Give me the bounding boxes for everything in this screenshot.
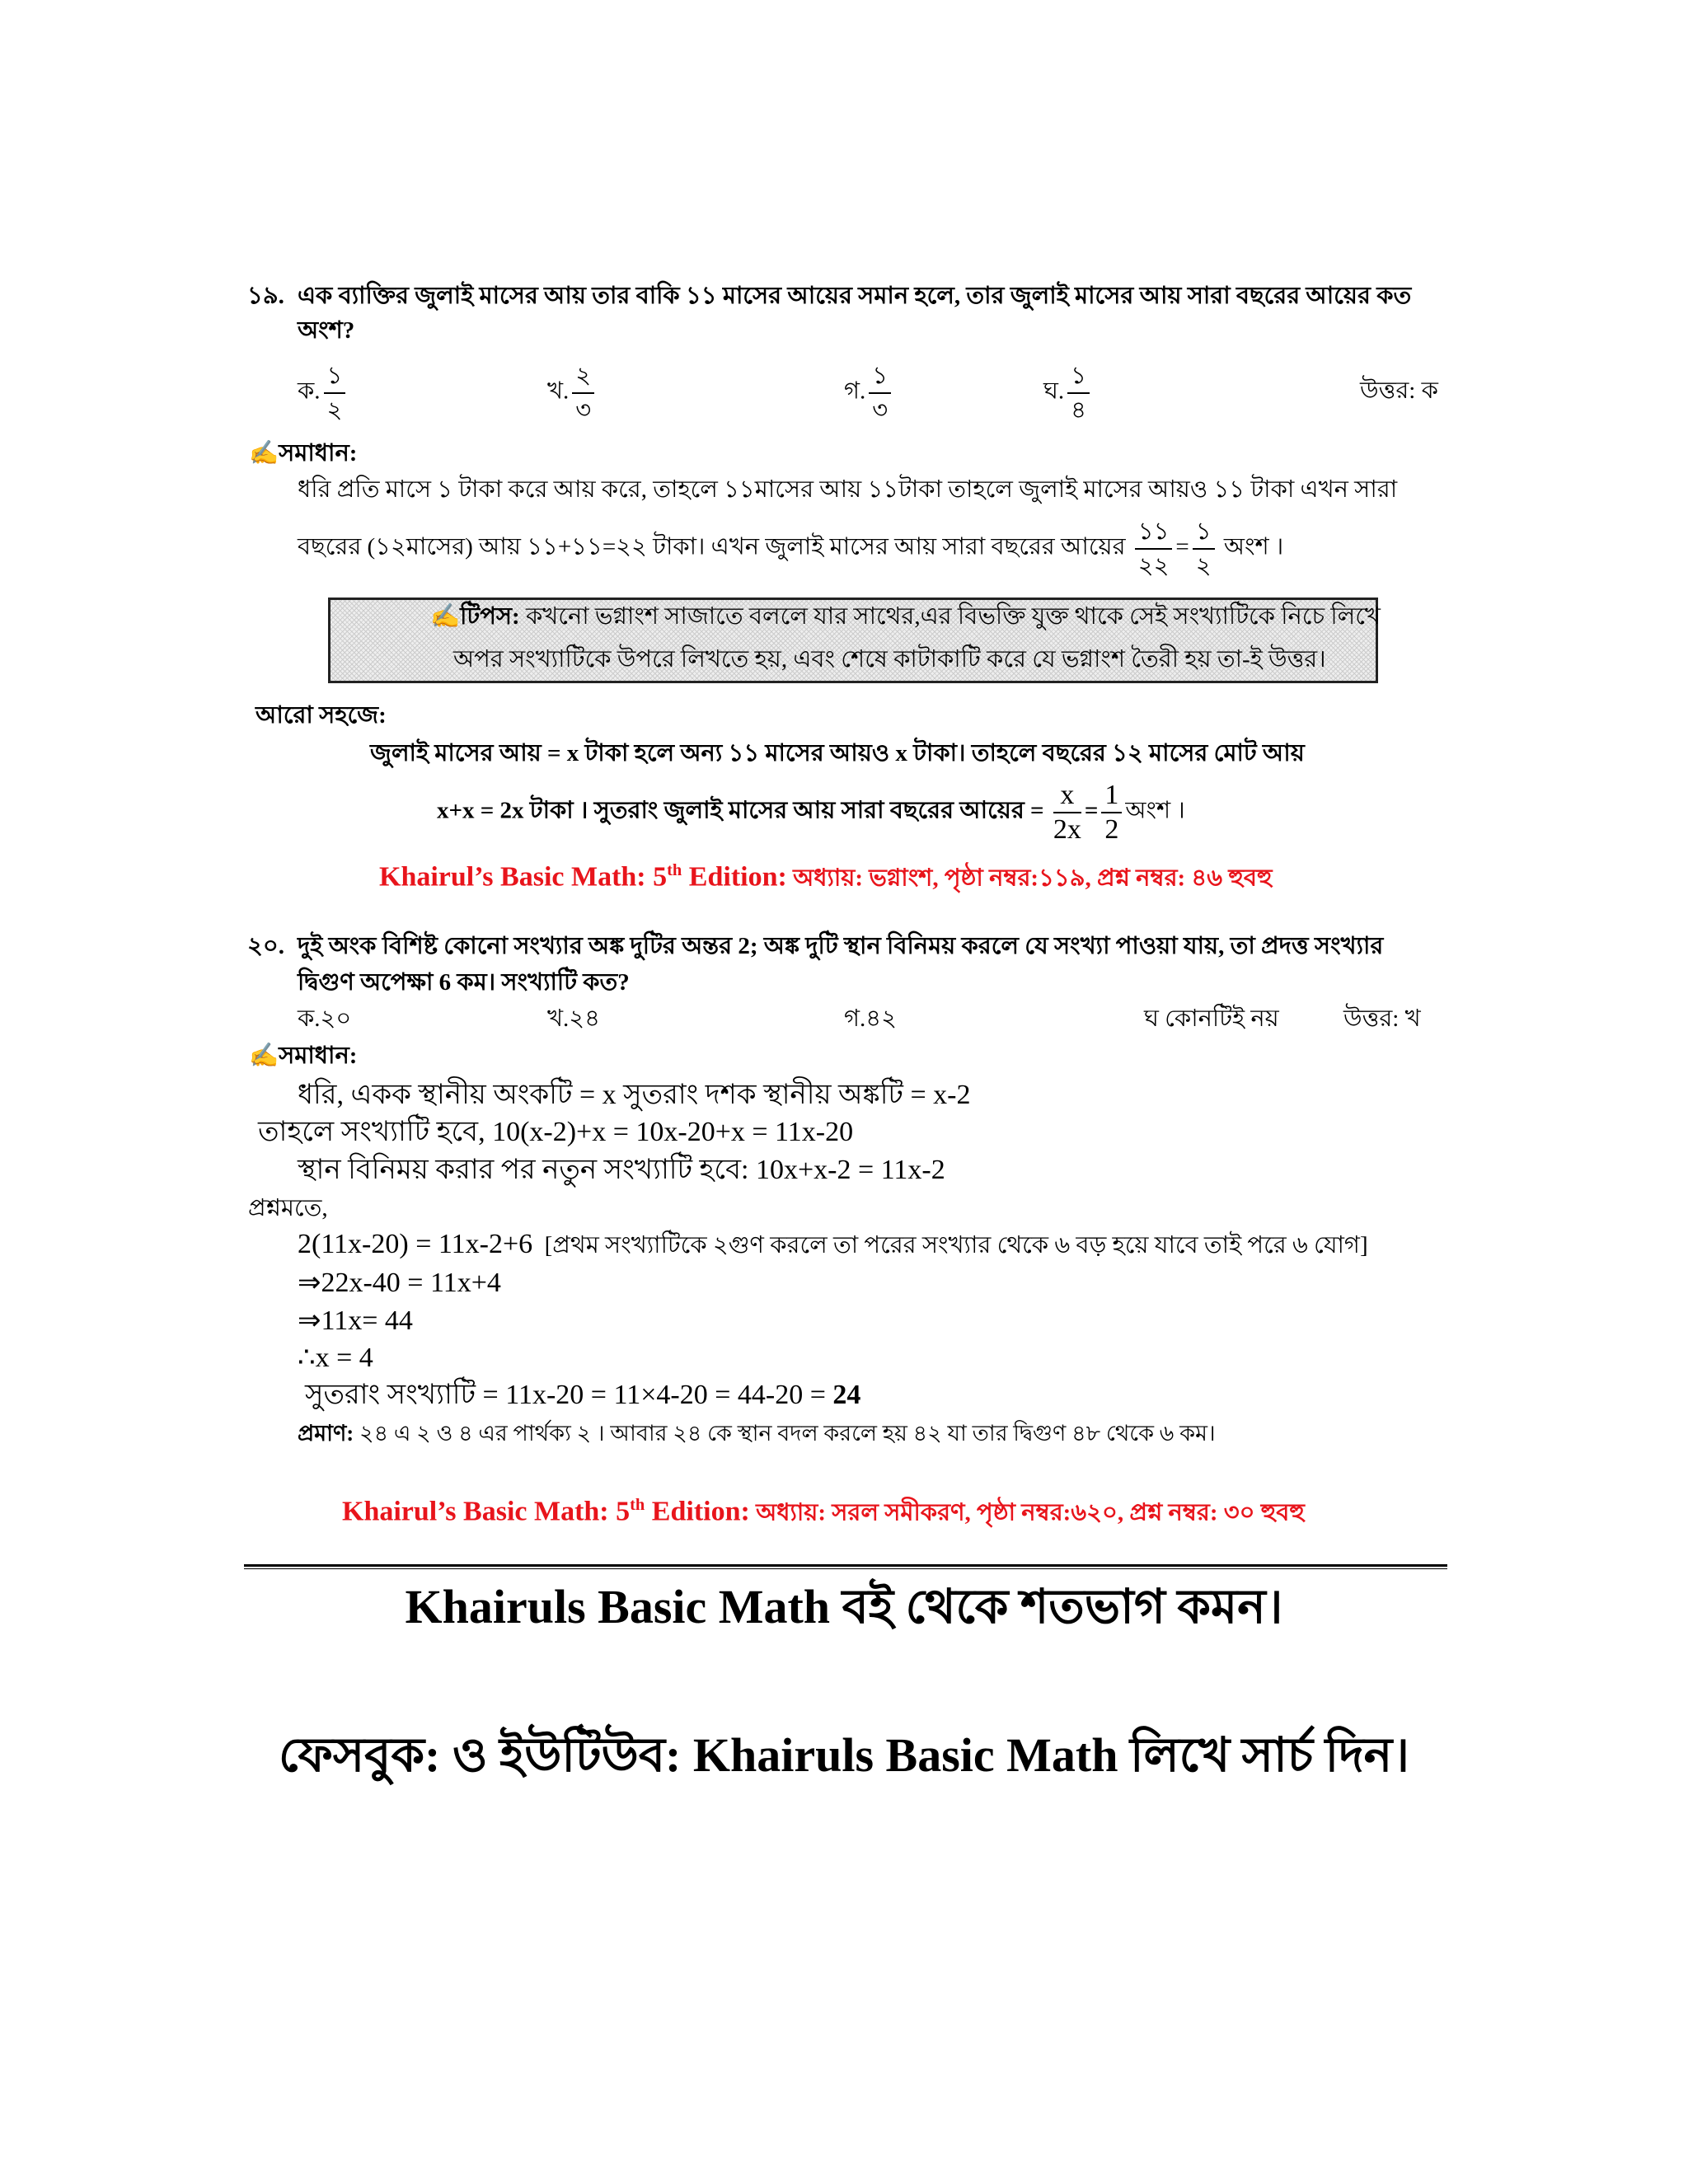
denominator: ২	[1195, 553, 1212, 579]
ref-book: Khairul’s Basic Math: 5	[342, 1496, 631, 1527]
q20-option-b: খ.২৪	[547, 1005, 600, 1032]
ref-sup: th	[667, 861, 682, 879]
q20-eq-3: ⇒11x= 44	[298, 1305, 413, 1336]
denominator: ৩	[872, 397, 889, 424]
easier-line-2	[437, 779, 1185, 846]
q19-number: ১৯.	[247, 283, 284, 309]
q20-eq-2: ⇒22x-40 = 11x+4	[298, 1268, 501, 1298]
option-label: খ.	[547, 377, 570, 405]
proof-label: প্রমাণ:	[298, 1421, 354, 1446]
q20-line-4: প্রশ্নমতে,	[248, 1195, 328, 1221]
pen-icon: ✍	[249, 440, 279, 466]
divider	[244, 1564, 1447, 1569]
proof-text: ২৪ এ ২ ও ৪ এর পার্থক্য ২ । আবার ২৪ কে স্থান বদল করলে হয় ৪২ যা তার দ্বিগুণ ৪৮ থেকে ৬ কম।	[354, 1421, 1216, 1446]
q20-solution-heading	[249, 1041, 357, 1071]
ref-edition: Edition:	[682, 861, 787, 893]
text-end: অংশ ।	[1223, 533, 1284, 560]
q19-solution-heading	[249, 438, 357, 468]
q20-eq-5	[305, 1380, 860, 1410]
q19-reference	[379, 855, 1273, 893]
q19-option-c	[844, 359, 894, 427]
denominator: 2	[1104, 814, 1119, 845]
q20-option-c: গ.৪২	[844, 1005, 897, 1032]
equals: =	[1084, 797, 1099, 824]
text-end: অংশ ।	[1125, 797, 1185, 824]
q20-text-2: দ্বিগুণ অপেক্ষা 6 কম। সংখ্যাটি কত?	[298, 969, 630, 996]
text: বছরের (১২মাসের) আয় ১১+১১=২২ টাকা। এখন জুলাই মাসের আয় সারা বছরের আয়ের	[298, 533, 1126, 560]
q20-line-1: ধরি, একক স্থানীয় অংকটি = x সুতরাং দশক স্থানীয় অঙ্কটি = x-2	[298, 1080, 971, 1110]
q20-line-3: স্থান বিনিময় করার পর নতুন সংখ্যাটি হবে: 10x+x-2 = 11x-2	[298, 1155, 945, 1185]
numerator: ১	[1067, 359, 1090, 394]
denominator: ২	[326, 397, 343, 424]
heading-text: সমাধান:	[279, 440, 358, 466]
tips-text: কখনো ভগ্নাংশ সাজাতে বললে যার সাথের,এর বিভক্তি যুক্ত থাকে সেই সংখ্যাটিকে নিচে লিখে	[525, 603, 1381, 630]
equation: সুতরাং সংখ্যাটি = 11x-20 = 11×4-20 = 44-20 =	[305, 1380, 833, 1410]
q19-option-d	[1043, 359, 1093, 427]
q20-answer: উত্তর: খ	[1343, 1005, 1421, 1032]
option-label: ক.	[298, 377, 321, 405]
q19-option-b	[547, 359, 598, 427]
easier-heading: আরো সহজে:	[256, 702, 387, 729]
pen-icon: ✍	[249, 1043, 279, 1069]
numerator: ১	[869, 359, 891, 394]
ref-sup: th	[630, 1496, 645, 1514]
q20-option-d: ঘ কোনটিই নয়	[1144, 1005, 1279, 1032]
q20-reference	[342, 1490, 1305, 1527]
tips-line-2: অপর সংখ্যাটিকে উপরে লিখতে হয়, এবং শেষে কাটাকাটি করে যে ভগ্নাংশ তৈরী হয় তা-ই উত্তর।	[453, 646, 1326, 673]
numerator: x	[1053, 779, 1081, 813]
footer-line-1: Khairuls Basic Math বই থেকে শতভাগ কমন।	[405, 1580, 1283, 1633]
q19-answer: উত্তর: ক	[1360, 377, 1438, 404]
q20-line-2: তাহলে সংখ্যাটি হবে, 10(x-2)+x = 10x-20+x = 11x-20	[258, 1117, 854, 1147]
q19-text-2: অংশ?	[298, 317, 355, 344]
equals: =	[1175, 533, 1189, 560]
q20-eq-4: ∴x = 4	[298, 1343, 373, 1373]
q20-proof	[298, 1418, 1216, 1448]
result: 24	[832, 1380, 861, 1410]
tips-line-1	[430, 602, 1381, 631]
equation-note: [প্রথম সংখ্যাটিকে ২গুণ করলে তা পরের সংখ্যার থেকে ৬ বড় হয়ে যাবে তাই পরে ৬ যোগ]	[544, 1232, 1368, 1258]
numerator: 1	[1101, 779, 1122, 813]
easier-line-1: জুলাই মাসের আয় = x টাকা হলে অন্য ১১ মাসের আয়ও x টাকা। তাহলে বছরের ১২ মাসের মোট আয়	[370, 740, 1305, 766]
denominator: ৩	[575, 397, 592, 424]
footer-line-2: ফেসবুক: ও ইউটিউব: Khairuls Basic Math লিখে সার্চ দিন।	[278, 1728, 1410, 1782]
q19-option-a	[298, 359, 349, 427]
equation: 2(11x-20) = 11x-2+6	[298, 1229, 533, 1259]
denominator: ২২	[1137, 553, 1170, 579]
q20-option-a: ক.২০	[298, 1005, 352, 1032]
numerator: ১	[1193, 515, 1215, 550]
q19-solution-line-1: ধরি প্রতি মাসে ১ টাকা করে আয় করে, তাহলে ১১মাসের আয় ১১টাকা তাহলে জুলাই মাসের আয়ও ১১ টাকা এখন সারা	[298, 476, 1398, 503]
denominator: ৪	[1071, 397, 1086, 424]
q20-text-1: দুই অংক বিশিষ্ট কোনো সংখ্যার অঙ্ক দুটির অন্তর 2; অঙ্ক দুটি স্থান বিনিময় করলে যে সংখ্যা পাওয়া যায়, তা প্রদত্ত সংখ্যার	[298, 933, 1384, 959]
option-label: ঘ.	[1043, 377, 1065, 405]
ref-edition: Edition:	[645, 1496, 750, 1527]
numerator: ১১	[1135, 515, 1173, 550]
q19-text-1: এক ব্যাক্তির জুলাই মাসের আয় তার বাকি ১১ মাসের আয়ের সমান হলে, তার জুলাই মাসের আয় সারা বছরের আয়ের কত	[298, 283, 1412, 309]
denominator: 2x	[1053, 814, 1081, 845]
q20-eq-1	[298, 1230, 1368, 1260]
q20-number: ২০.	[247, 933, 284, 959]
text: x+x = 2x টাকা । সুতরাং জুলাই মাসের আয় সারা বছরের আয়ের =	[437, 797, 1044, 824]
tips-label: টিপস:	[460, 603, 520, 630]
numerator: ২	[572, 359, 594, 394]
pen-icon: ✍	[430, 603, 461, 630]
option-label: গ.	[844, 377, 866, 405]
heading-text: সমাধান:	[279, 1043, 358, 1069]
ref-book: Khairul’s Basic Math: 5	[379, 861, 668, 893]
ref-chapter: অধ্যায়: সরল সমীকরণ, পৃষ্ঠা নম্বর:৬২০, প্রশ্ন নম্বর: ৩০ হুবহু	[749, 1499, 1305, 1526]
ref-chapter: অধ্যায়: ভগ্নাংশ, পৃষ্ঠা নম্বর:১১৯, প্রশ্ন নম্বর: ৪৬ হুবহু	[786, 865, 1273, 892]
numerator: ১	[324, 359, 346, 394]
q19-solution-line-2	[298, 515, 1283, 583]
